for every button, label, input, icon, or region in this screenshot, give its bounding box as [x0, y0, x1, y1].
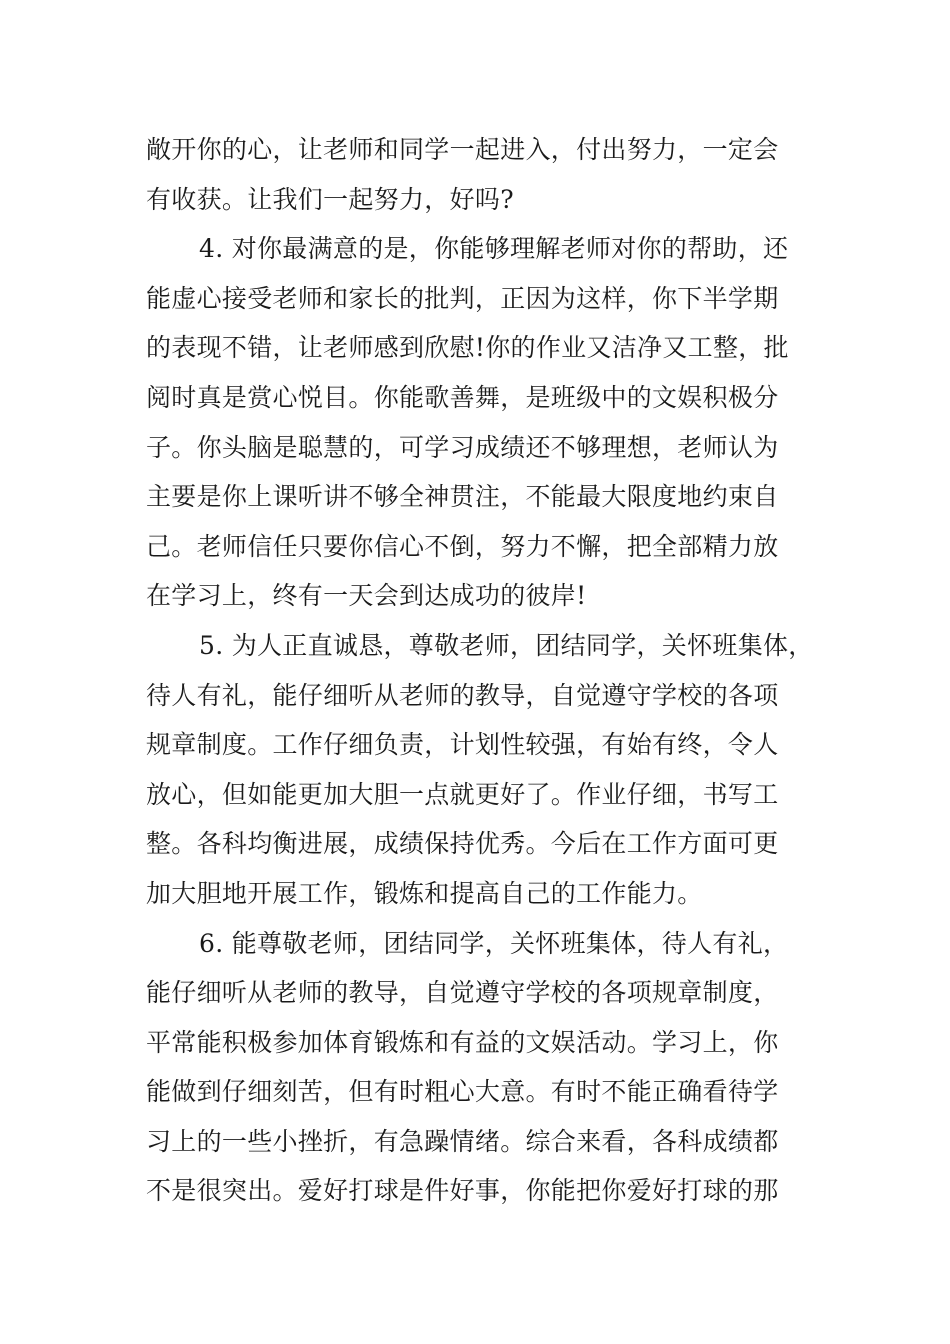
text-line: 能虚心接受老师和家长的批判，正因为这样，你下半学期: [146, 283, 779, 313]
text-line: 平常能积极参加体育锻炼和有益的文娱活动。学习上，你: [146, 1027, 779, 1057]
text-line: 有收获。让我们一起努力，好吗?: [146, 184, 514, 214]
text-line: 能做到仔细刻苦，但有时粗心大意。有时不能正确看待学: [146, 1077, 779, 1107]
text-line: 能仔细听从老师的教导，自觉遵守学校的各项规章制度，: [146, 978, 779, 1008]
text-line: 规章制度。工作仔细负责，计划性较强，有始有终，令人: [146, 730, 779, 760]
text-line: 在学习上，终有一天会到达成功的彼岸!: [146, 581, 587, 611]
text-line: 主要是你上课听讲不够全神贯注，不能最大限度地约束自: [146, 482, 779, 512]
text-line: 阅时真是赏心悦目。你能歌善舞，是班级中的文娱积极分: [146, 382, 779, 412]
paragraph-start-6: 6. 能尊敬老师，团结同学，关怀班集体，待人有礼，: [199, 928, 789, 958]
text-line: 己。老师信任只要你信心不倒，努力不懈，把全部精力放: [146, 531, 779, 561]
text-line: 子。你头脑是聪慧的，可学习成绩还不够理想，老师认为: [146, 432, 779, 462]
text-line: 放心，但如能更加大胆一点就更好了。作业仔细，书写工: [146, 779, 779, 809]
text-line: 不是很突出。爱好打球是件好事，你能把你爱好打球的那: [146, 1176, 779, 1206]
paragraph-start-5: 5. 为人正直诚恳，尊敬老师，团结同学，关怀班集体，: [199, 630, 814, 660]
text-line: 加大胆地开展工作，锻炼和提高自己的工作能力。: [146, 878, 703, 908]
paragraph-start-4: 4. 对你最满意的是，你能够理解老师对你的帮助，还: [199, 234, 789, 264]
text-line: 整。各科均衡进展，成绩保持优秀。今后在工作方面可更: [146, 829, 779, 859]
text-line: 待人有礼，能仔细听从老师的教导，自觉遵守学校的各项: [146, 680, 779, 710]
text-line: 习上的一些小挫折，有急躁情绪。综合来看，各科成绩都: [146, 1126, 779, 1156]
text-line: 的表现不错，让老师感到欣慰!你的作业又洁净又工整，批: [146, 333, 789, 363]
text-line: 敞开你的心，让老师和同学一起进入，付出努力，一定会: [146, 135, 779, 164]
document-body: [146, 125, 814, 1216]
